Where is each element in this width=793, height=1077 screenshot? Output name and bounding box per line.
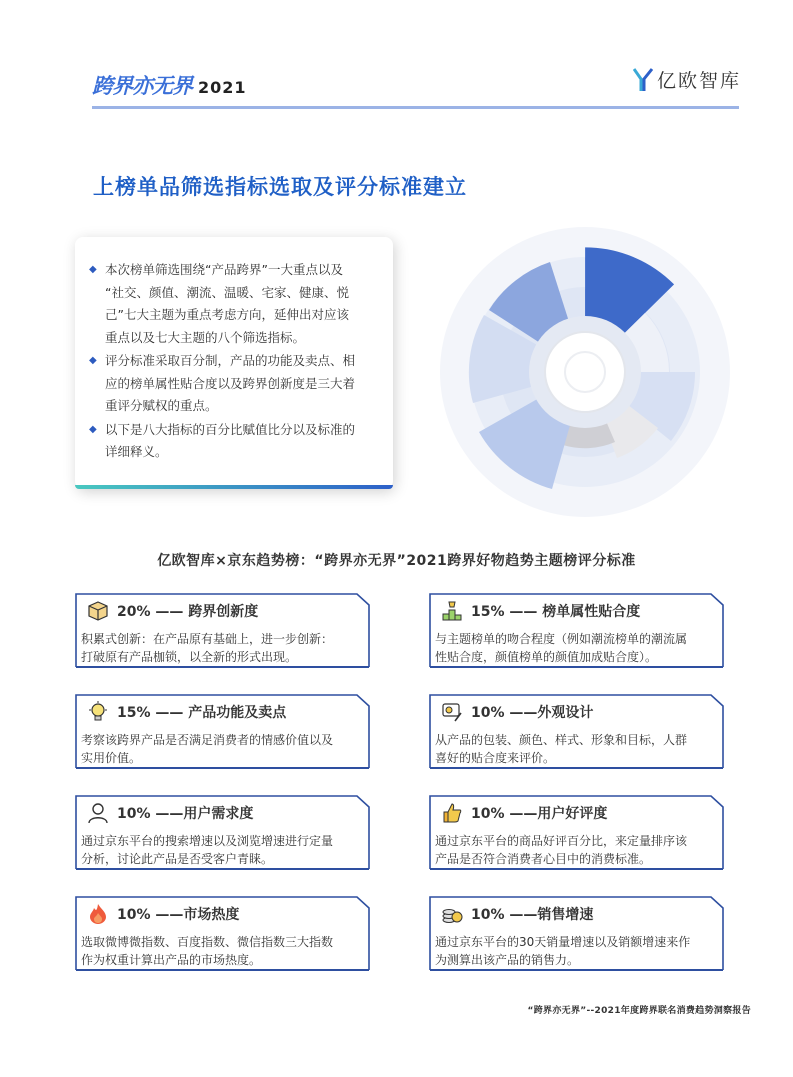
flame-icon	[87, 903, 109, 925]
intro-bullet-3: ◆ 以下是八大指标的百分比赋值比分以及标准的 详细释义。	[89, 419, 375, 464]
design-palette-icon	[441, 701, 463, 723]
card-description: 积累式创新：在产品原有基础上，进一步创新： 打破原有产品枷锁，以全新的形式出现。	[81, 632, 334, 664]
card-description: 通过京东平台的商品好评百分比，来定量排序该 产品是否符合消费者心目中的消费标准。	[435, 834, 688, 866]
criteria-card-rating	[429, 795, 724, 870]
diamond-bullet-icon: ◆	[89, 355, 97, 366]
section-title: 亿欧智库×京东趋势榜：“跨界亦无界”2021跨界好物趋势主题榜评分标准	[157, 553, 636, 569]
logo-text: 亿欧智库	[656, 70, 741, 92]
card-title: 10% ——市场热度	[117, 907, 240, 923]
intro-gradient-bar	[75, 485, 393, 489]
card-title: 10% ——销售增速	[471, 907, 594, 923]
criteria-card-demand	[75, 795, 370, 870]
user-icon	[87, 802, 109, 824]
company-logo	[633, 66, 741, 93]
criteria-card-innovation	[75, 593, 370, 668]
card-title: 15% —— 榜单属性贴合度	[471, 604, 641, 620]
coins-icon	[441, 903, 463, 925]
card-title: 20% —— 跨界创新度	[117, 604, 259, 620]
report-footer: “跨界亦无界”--2021年度跨界联名消费趋势洞察报告	[527, 1006, 751, 1016]
intro-bullet-2: ◆ 评分标准采取百分制，产品的功能及卖点、相 应的榜单属性贴合度以及跨界创新度是三大着 重评分赋权的重点。	[89, 350, 375, 418]
lightbulb-icon	[87, 701, 109, 723]
brand-wordmark: 跨界亦无界	[92, 74, 192, 98]
criteria-card-design	[429, 694, 724, 769]
card-title: 10% ——用户需求度	[117, 806, 254, 822]
card-description: 从产品的包装、颜色、样式、形象和目标，人群 喜好的贴合度来评价。	[435, 733, 688, 765]
card-description: 选取微博微指数、百度指数、微信指数三大指数 作为权重计算出产品的市场热度。	[81, 935, 334, 967]
card-title: 10% ——外观设计	[471, 705, 594, 721]
card-title: 15% —— 产品功能及卖点	[117, 705, 287, 721]
header-divider	[92, 106, 739, 109]
diamond-bullet-icon: ◆	[89, 423, 97, 435]
thumbs-up-icon	[441, 802, 463, 824]
decorative-rose-chart	[440, 220, 740, 520]
card-description: 通过京东平台的30天销量增速以及销额增速来作 为测算出该产品的销售力。	[435, 935, 691, 967]
criteria-card-function	[75, 694, 370, 769]
card-description: 通过京东平台的搜索增速以及浏览增速进行定量 分析，讨论此产品是否受客户青睐。	[81, 834, 334, 866]
header-brand	[92, 70, 247, 100]
intro-bullet-1: ◆ 本次榜单筛选围绕“产品跨界”一大重点以及 “社交、颜值、潮流、温暖、宅家、健康、悦 己”七大主题为重点考虑方向，延伸出对应该 重点以及七大主题的八个筛选指标。	[89, 259, 375, 349]
criteria-card-sales	[429, 896, 724, 971]
intro-box	[75, 237, 393, 489]
card-description: 与主题榜单的吻合程度（例如潮流榜单的潮流属 性贴合度，颜值榜单的颜值加成贴合度）。	[435, 632, 688, 664]
criteria-card-fit	[429, 593, 724, 668]
trophy-podium-icon	[441, 600, 463, 622]
brand-year: 2021	[198, 78, 247, 97]
rose-center	[545, 332, 625, 412]
logo-icon	[633, 67, 653, 93]
cube-icon	[87, 600, 109, 622]
card-description: 考察该跨界产品是否满足消费者的情感价值以及 实用价值。	[81, 733, 334, 765]
diamond-bullet-icon: ◆	[89, 264, 97, 275]
criteria-card-heat	[75, 896, 370, 971]
page-title: 上榜单品筛选指标选取及评分标准建立	[93, 175, 467, 199]
card-title: 10% ——用户好评度	[471, 806, 608, 822]
